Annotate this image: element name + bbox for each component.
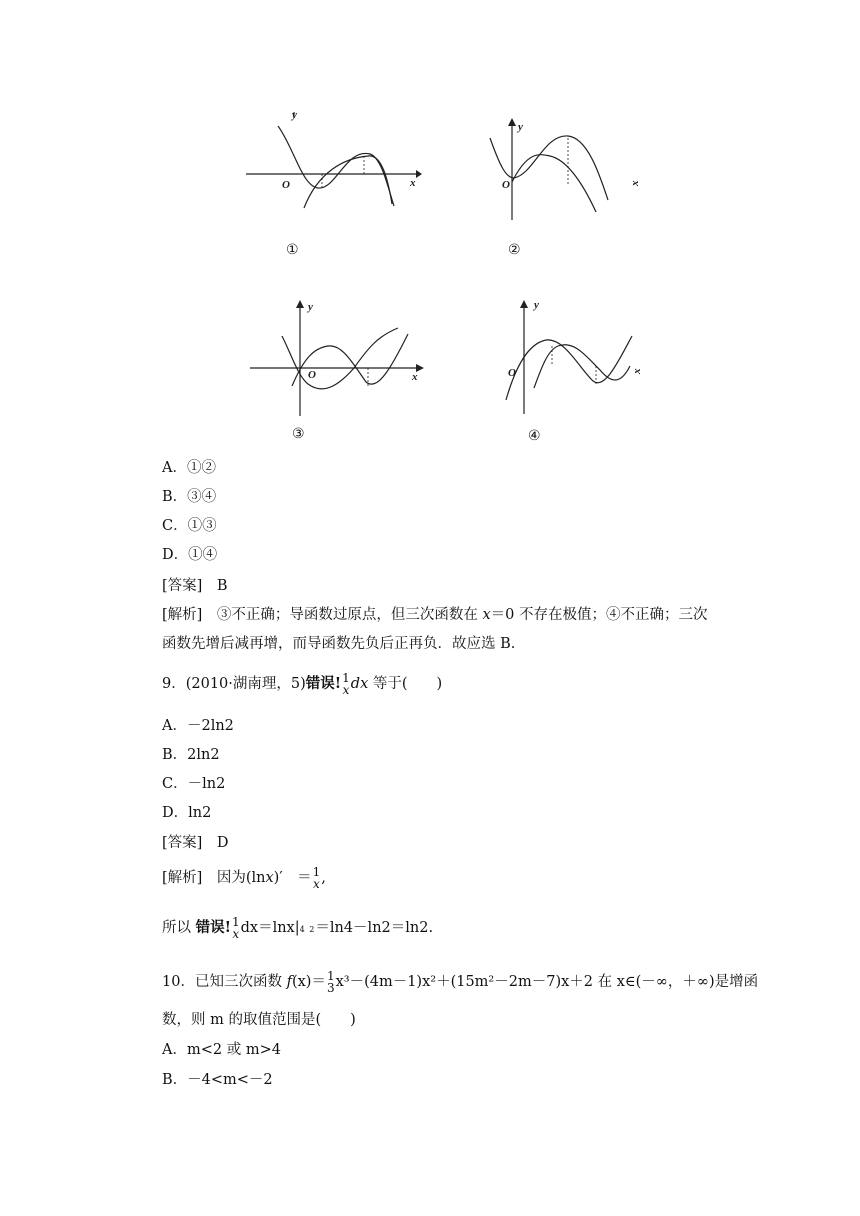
q9-option-c: C．－ln2 [162, 776, 226, 792]
q10-stem-line2: 数，则 m 的取值范围是( ) [162, 1012, 356, 1028]
q8-answer: [答案] B [162, 578, 228, 594]
q10-fraction: 1 3 [326, 969, 335, 995]
q9-option-d: D．ln2 [162, 805, 212, 821]
figure-2-origin: O [502, 179, 510, 191]
figure-1-origin: O [282, 179, 290, 191]
q10-option-b: B．－4<m<－2 [162, 1072, 273, 1088]
figure-1-x-label: x [410, 177, 416, 189]
q9-analysis-fraction: 1 x [312, 865, 321, 891]
figure-1 [244, 108, 424, 218]
figure-4-origin: O [508, 367, 516, 379]
q9-stem: 9．(2010·湖南理，5)错误! 1 x dx 等于( ) [162, 671, 443, 697]
figure-3-graph [248, 296, 428, 420]
q9-option-a: A．－2ln2 [162, 718, 234, 734]
figure-2-x-label: x [629, 180, 641, 186]
figure-4-x-label: x [631, 368, 643, 374]
q10-stem-line1: 10．已知三次函数 f(x)＝ 1 3 x³－(4m－1)x²＋(15m²－2m－7)x＋2 在 x∈(－∞，＋∞)是增函 [162, 969, 759, 995]
figure-2-graph [484, 116, 644, 226]
q9-so-fraction: 1 x [231, 915, 240, 941]
figure-4-number: ④ [528, 428, 541, 444]
figure-3-y-label: y [308, 301, 313, 313]
q9-fraction: 1 x [342, 671, 350, 697]
q9-option-b: B．2ln2 [162, 747, 220, 763]
figure-2-y-label: y [518, 121, 523, 133]
figure-2 [484, 116, 644, 226]
q8-option-a: A．①② [162, 460, 216, 476]
q9-answer: [答案] D [162, 835, 229, 851]
q10-option-a: A．m<2 或 m>4 [162, 1042, 281, 1058]
q9-error-marker: 错误! [305, 675, 342, 692]
figure-2-number: ② [508, 242, 521, 258]
q8-option-d: D．①④ [162, 547, 218, 563]
q8-option-c: C．①③ [162, 518, 217, 534]
q9-analysis-line2: 所以 错误! 1 x dx＝lnx|4 2＝ln4－ln2＝ln2. [162, 915, 434, 941]
figure-4-y-label: y [534, 299, 539, 311]
q8-analysis-line1: [解析] ③不正确；导函数过原点，但三次函数在 x＝0 不存在极值；④不正确；三次 [162, 607, 708, 623]
figure-3-x-label: x [412, 371, 418, 383]
figure-1-number: ① [286, 242, 299, 258]
q8-option-b: B．③④ [162, 489, 217, 505]
figure-4-graph [500, 296, 650, 420]
figure-1-y-label: y [292, 109, 297, 121]
figure-3-number: ③ [292, 426, 305, 442]
figure-3-origin: O [308, 369, 316, 381]
figure-1-graph [244, 108, 424, 218]
q9-analysis-line1: [解析] 因为(lnx)′ ＝ 1 x , [162, 865, 326, 891]
figure-4 [500, 296, 650, 420]
q8-analysis-label: [解析] [162, 607, 203, 623]
figure-3 [248, 296, 428, 420]
q8-analysis-line2: 函数先增后减再增，而导函数先负后正再负．故应选 B. [162, 636, 516, 652]
